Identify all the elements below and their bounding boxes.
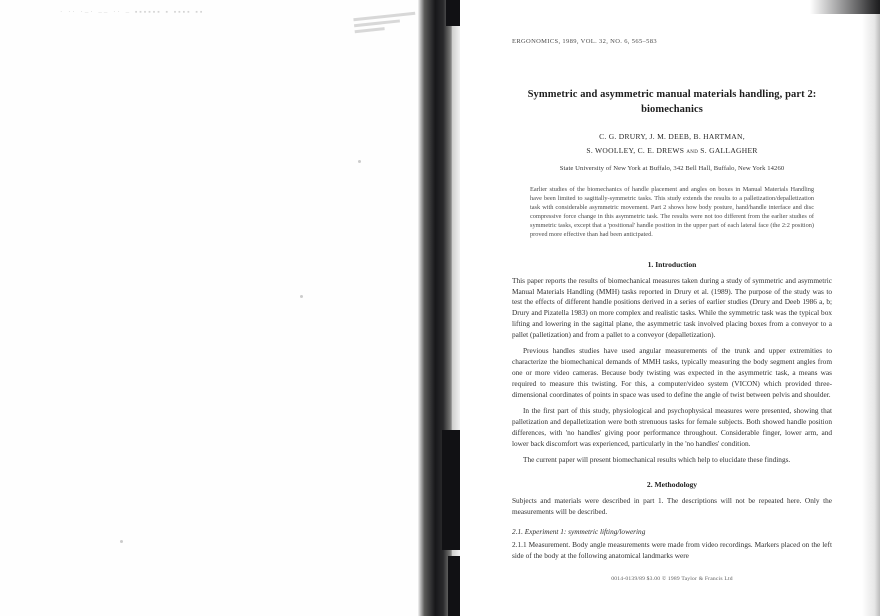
paragraph: 2.1.1 Measurement. Body angle measurements were made from video recordings. Markers placed on the left side of the body at the following anatomical landmarks were [512, 540, 832, 560]
paragraph: The current paper will present biomechanical results which help to elucidate these findings. [523, 454, 791, 464]
page-footer: 0014-0139/89 $3.00 © 1989 Taylor & Francis Ltd [611, 576, 733, 582]
paragraph: Previous handles studies have used angular measurements of the trunk and upper extremities to characterize the biomechanical demands of MMH tasks, typically measuring the body segment angles from one or more video cameras. Because body twisting was expected in the asymmetric task, a means was required to measure this twisting. For this, a computer/video system (VICON) which provided three-dimensional coordinates of points in space was used to define the angle of twist between pelvis and shoulder. [512, 346, 832, 399]
speck-icon [120, 540, 123, 543]
abstract: Earlier studies of the biomechanics of handle placement and angles on boxes in Manual Materials Handling have been limited to sagittally-symmetric tasks. This study extends the results to a palletization/depalletization task with considerable asymmetric movement. Part 2 shows how body posture, hand/handle interface and disc compressive force change in this asymmetric task. The results were not too different from the earlier studies of symmetric tasks, except that a 'positional' handle position in the upper part of each lateral face (the 2:2 position) proved more effective than had been anticipated. [530, 185, 814, 238]
journal-header: ERGONOMICS, 1989, VOL. 32, NO. 6, 565–583 [512, 38, 657, 45]
speck-icon [358, 160, 361, 163]
article-body [512, 38, 832, 567]
gutter-shadow-blob [442, 430, 460, 550]
section-heading-introduction: 1. Introduction [647, 259, 697, 269]
page-title: Symmetric and asymmetric manual materials handling, part 2: biomechanics [527, 89, 817, 116]
page-edge-shadow [862, 0, 880, 616]
affiliation: State University of New York at Buffalo, 342 Bell Hall, Buffalo, New York 14260 [559, 164, 785, 172]
paragraph: Subjects and materials were described in part 1. The descriptions will not be repeated here. Only the measurements will be described. [512, 495, 832, 516]
author-line-1: C. G. DRURY, J. M. DEEB, B. HARTMAN, [599, 132, 745, 142]
speck-icon [300, 295, 303, 298]
paragraph: In the first part of this study, physiological and psychophysical measures were presented, showing that palletization and depalletization were both strenuous tasks for female subjects. Both showed handle position differences, with 'no handles' giving poor performance throughout. Considerable finger, lower arm, and lower back discomfort was experienced, particularly in the 'no handles' condition. [512, 405, 832, 448]
paragraph: This paper reports the results of biomechanical measures taken during a study of symmetric and asymmetric Manual Materials Handling (MMH) tasks reported in Drury et al. (1989). The purpose of the study was to test the effects of different handle positions derived in a series of earlier studies (Drury and Deeb 1986 a, b; Drury and Pizatella 1983) on more complex and realistic tasks. While the symmetric task was the typical box lifting and lowering in the sagittal plane, the asymmetric task involved placing boxes from a conveyor to a pallet (palletization) and from a pallet to a conveyor (depalletization). [512, 275, 832, 340]
margin-marks: · ·· ·‒· ‒‒ ·· ‒ ▪▪▪▪▪▪ ▪ ▪▪▪▪ ▪▪ [60, 8, 205, 16]
facing-page-left [0, 0, 432, 616]
section-heading-methodology: 2. Methodology [646, 479, 698, 489]
article-page [460, 0, 880, 616]
scan-corner-shadow [810, 0, 880, 14]
author-line-2: S. WOOLLEY, C. E. DREWS and S. GALLAGHER [586, 145, 758, 155]
subsection-heading-experiment-1: 2.1. Experiment 1: symmetric lifting/lowering [512, 527, 646, 537]
library-stamp-icon [351, 9, 419, 38]
